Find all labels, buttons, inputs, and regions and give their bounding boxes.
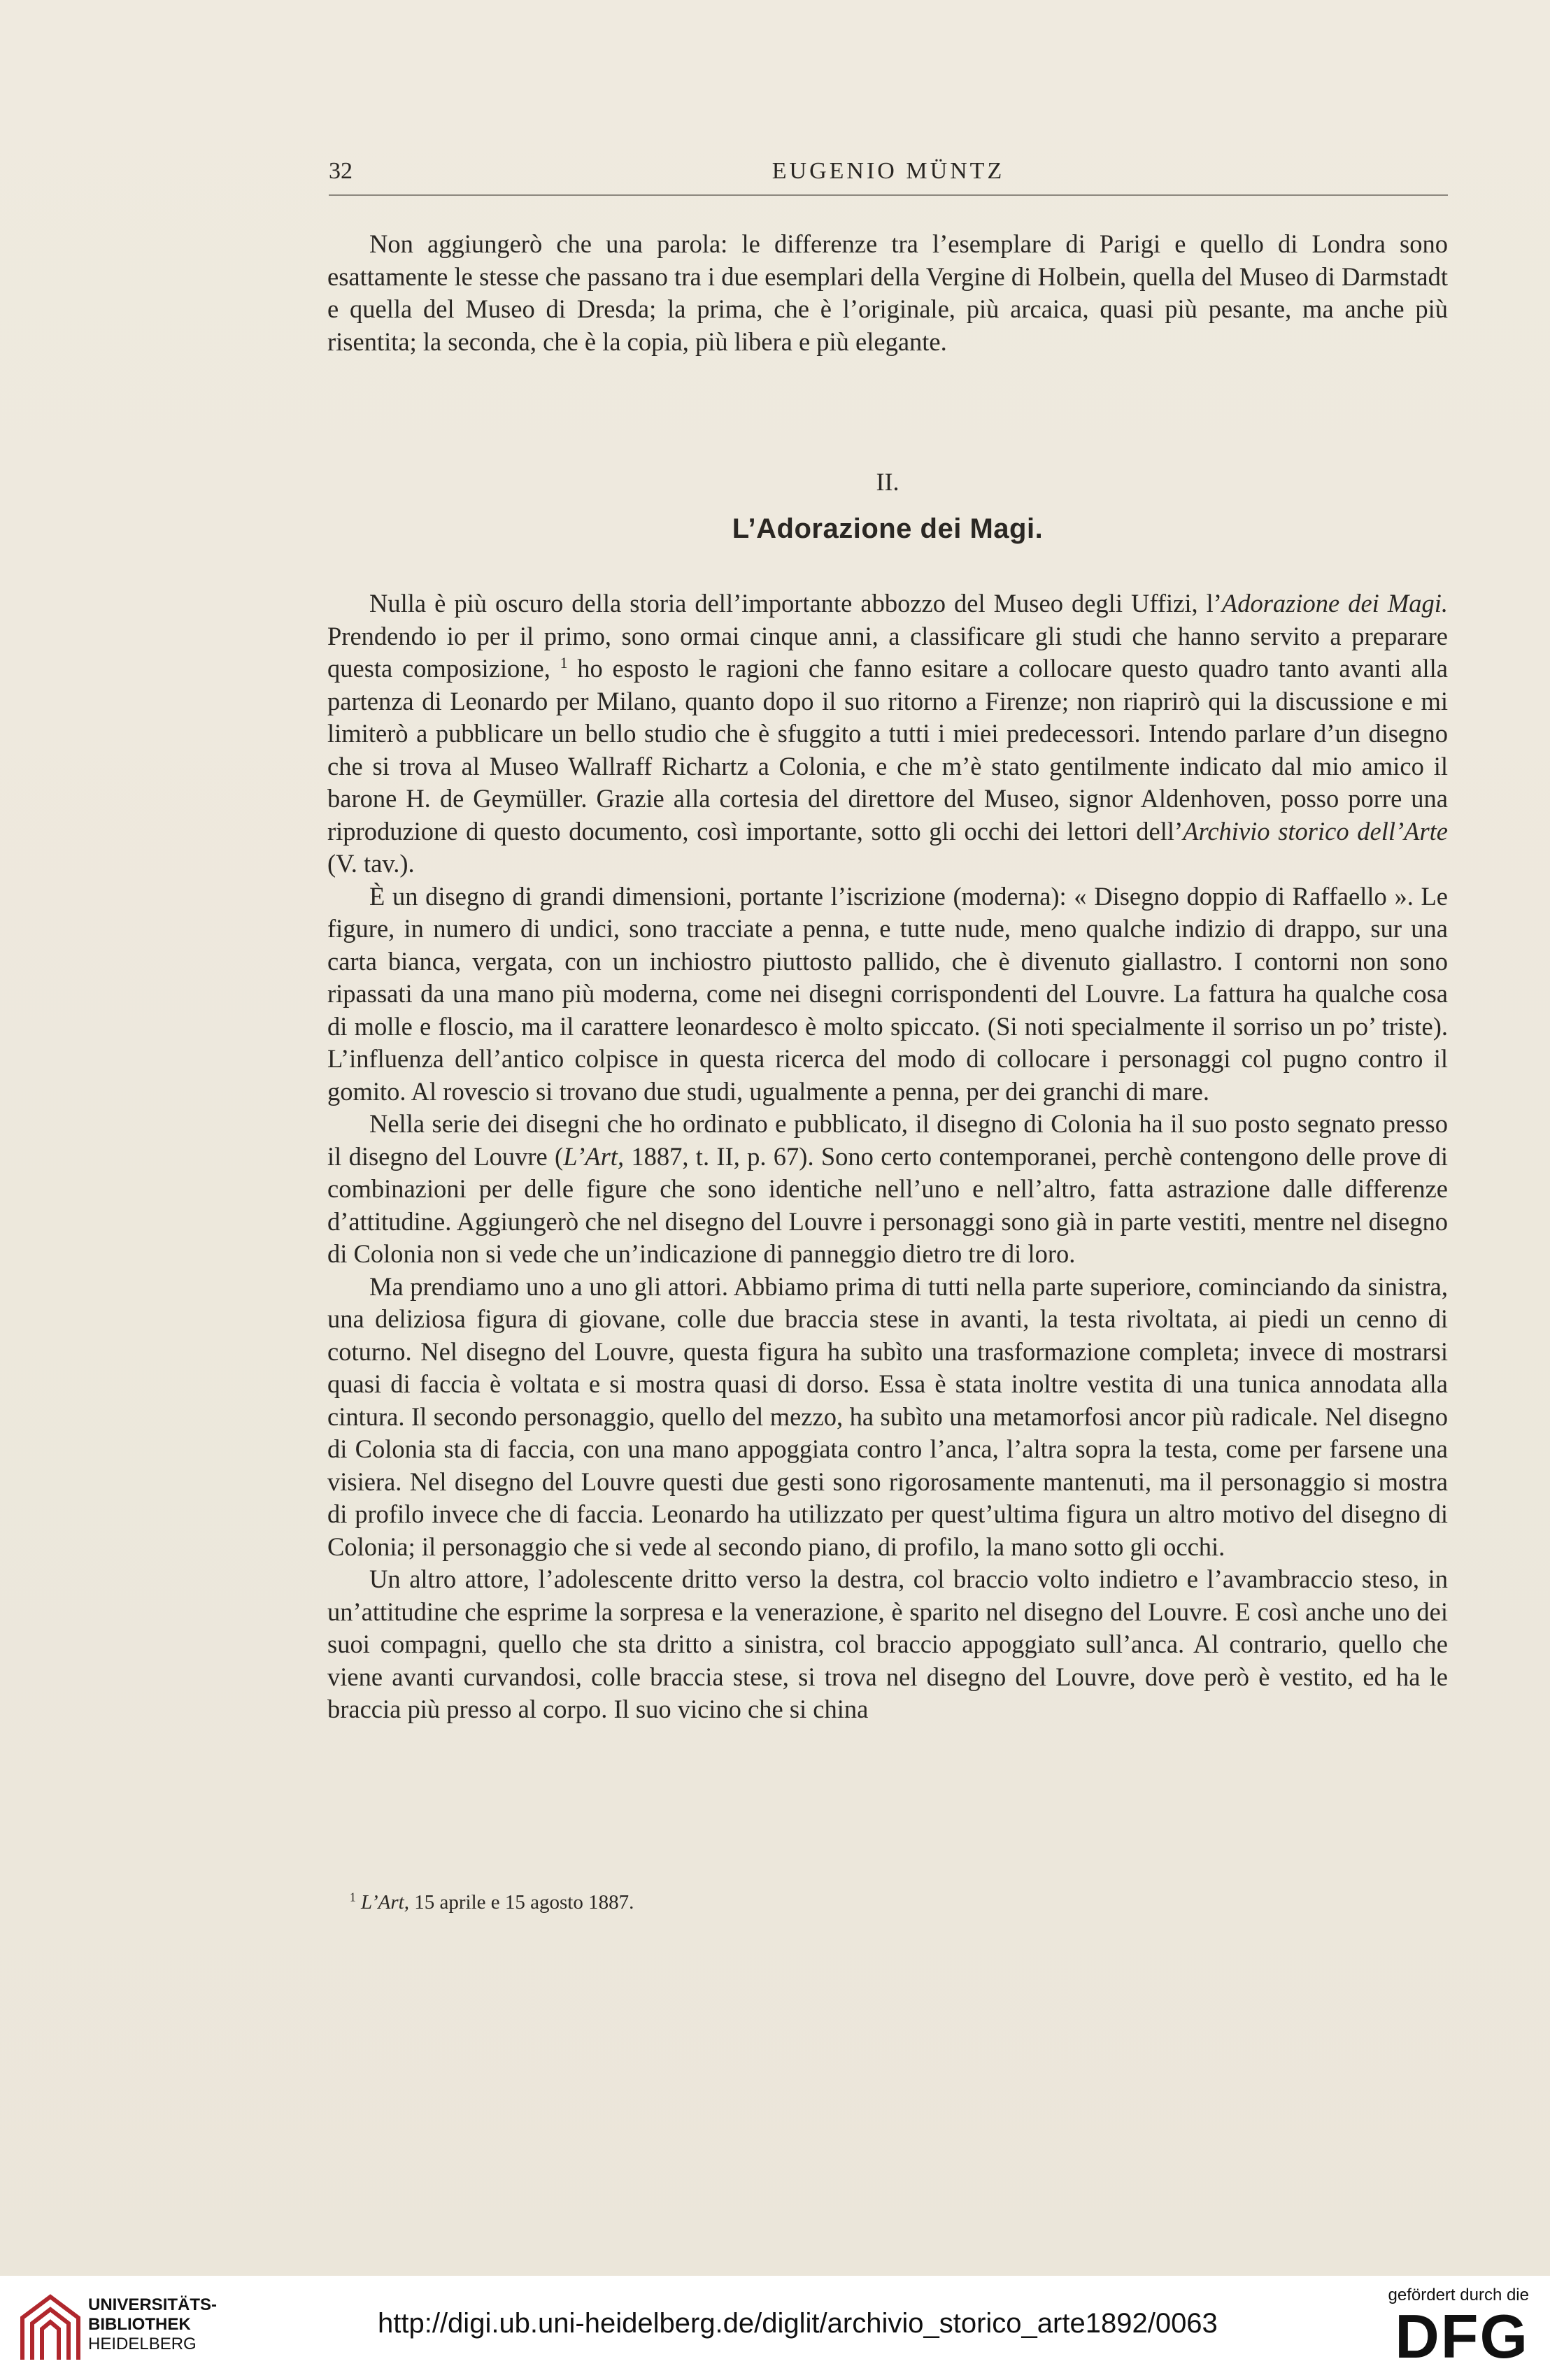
sponsor: gefördert durch die DFG	[1361, 2286, 1529, 2368]
footnote-ref[interactable]: 1	[560, 653, 568, 671]
footnote: $^1$ L’Art, 15 aprile e 15 agosto 1887.	[350, 1890, 634, 1914]
paragraph: Nulla è più oscuro della storia dell’importante abbozzo del Museo degli Uffizi, l’Adorazione dei Magi. Prendendo io per il primo, sono ormai cinque anni, a classificare gli studi che hanno servito a preparare questa composizione, $^1$ ho esposto le ragioni che fanno esitare a collocare questo quadro tanto avanti alla partenza di Leonardo per Milano, quanto dopo il suo ritorno a Firenze; non riaprirò qui la discussione e mi limiterò a pubblicare un bello studio che è sfuggito a tutti i miei predecessori. Intendo parlare d’un disegno che si trova al Museo Wallraff Richartz a Colonia, e che m’è stato gentilmente indicato dal mio amico il barone H. de Geymüller. Grazie alla cortesia del direttore del Museo, signor Aldenhoven, posso porre una riproduzione di questo documento, così importante, sotto gli occhi dei lettori dell’Archivio storico dell’Arte (V. tav.).	[327, 589, 1449, 878]
institution-name: UNIVERSITÄTS- BIBLIOTHEK HEIDELBERG	[88, 2295, 218, 2353]
ub-heidelberg-logo-icon	[15, 2290, 85, 2367]
paragraph: Ma prendiamo uno a uno gli attori. Abbiamo prima di tutti nella parte superiore, cominciando da sinistra, una deliziosa figura di giovane, colle due braccia stese in avanti, la testa rivoltata, ai piedi un cenno di coturno. Nel disegno del Louvre, questa figura ha subìto una trasformazione completa; invece di mostrarsi quasi di faccia è voltata e si mostra quasi di dorso. Essa è stata inoltre vestita di una tunica annodata alla cintura. Il secondo personaggio, quello del mezzo, ha subìto una metamorfosi ancor più radicale. Nel disegno di Colonia sta di faccia, con una mano appoggiata contro l’anca, l’altra sopra la testa, come per farsene una visiera. Nel disegno del Louvre questi due gesti sono rigorosamente mantenuti, ma il personaggio si mostra di profilo invece che di faccia. Leonardo ha utilizzato per quest’ultima figura un altro motivo del disegno di Colonia; il personaggio che si vede al secondo piano, di profilo, la mano sotto gli occhi.	[327, 1271, 1448, 1561]
paragraph: Nella serie dei disegni che ho ordinato e pubblicato, il disegno di Colonia ha il suo posto segnato presso il disegno del Louvre (L’Art, 1887, t. II, p. 67). Sono certo contemporanei, perchè contengono delle prove di combinazioni per delle figure che sono identiche nell’uno e nell’altro, fatta astrazione dalle differenze d’attitudine. Aggiungerò che nel disegno del Louvre i personaggi sono già in parte vestiti, mentre nel disegno di Colonia non si vede che un’indicazione di panneggio dietro tre di loro.	[327, 1109, 1448, 1268]
section-title: L’Adorazione dei Magi.	[732, 513, 1044, 544]
viewer-footer	[0, 2276, 1550, 2380]
section-number: II.	[876, 468, 900, 496]
running-title: EUGENIO MÜNTZ	[772, 158, 1005, 184]
text-block-intro	[327, 228, 1448, 358]
paragraph: Non aggiungerò che una parola: le differenze tra l’esemplare di Parigi e quello di Londra sono esattamente le stesse che passano tra i due esemplari della Vergine di Holbein, quella del Museo di Darmstadt e quella del Museo di Dresda; la prima, che è l’originale, più arcaica, quasi più pesante, ma anche più risentita; la seconda, che è la copia, più libera e più elegante.	[327, 229, 1448, 356]
paragraph: Un altro attore, l’adolescente dritto verso la destra, col braccio volto indietro e l’avambraccio steso, in un’attitudine che esprime la sorpresa e la venerazione, è sparito nel disegno del Louvre. E così anche uno dei suoi compagni, quello che sta dritto a sinistra, col braccio appoggiato sull’anca. Al contrario, quello che viene avanti curvandosi, colle braccia stese, si trova nel disegno del Louvre, dove però è vestito, ed ha le braccia più presso al corpo. Il suo vicino che si china	[327, 1565, 1448, 1723]
paragraph: È un disegno di grandi dimensioni, portante l’iscrizione (moderna): « Disegno doppio di Raffaello ». Le figure, in numero di undici, sono tracciate a penna, e tutte nude, meno qualche indizio di drappo, sur una carta bianca, vergata, con un inchiostro piuttosto pallido, che è divenuto giallastro. I contorni non sono ripassati da una mano più moderna, come nei disegni corrispondenti del Louvre. La fattura ha qualche cosa di molle e floscio, ma il carattere leonardesco è molto spiccato. (Si noti specialmente il sorriso un po’ triste). L’influenza dell’antico colpisce in questa ricerca del modo di collocare i personaggi col pugno contro il gomito. Al rovescio si trovano due studi, ugualmente a penna, per dei granchi di mare.	[327, 881, 1448, 1106]
running-head	[329, 152, 1448, 196]
footnote-mark: 1	[350, 1890, 356, 1904]
dfg-logo: DFG	[1395, 2302, 1529, 2371]
permalink-url[interactable]: http://digi.ub.uni-heidelberg.de/diglit/archivio_storico_arte1892/0063	[378, 2308, 1218, 2339]
page-number: 32	[329, 158, 353, 184]
text-block-main	[327, 587, 1448, 1726]
